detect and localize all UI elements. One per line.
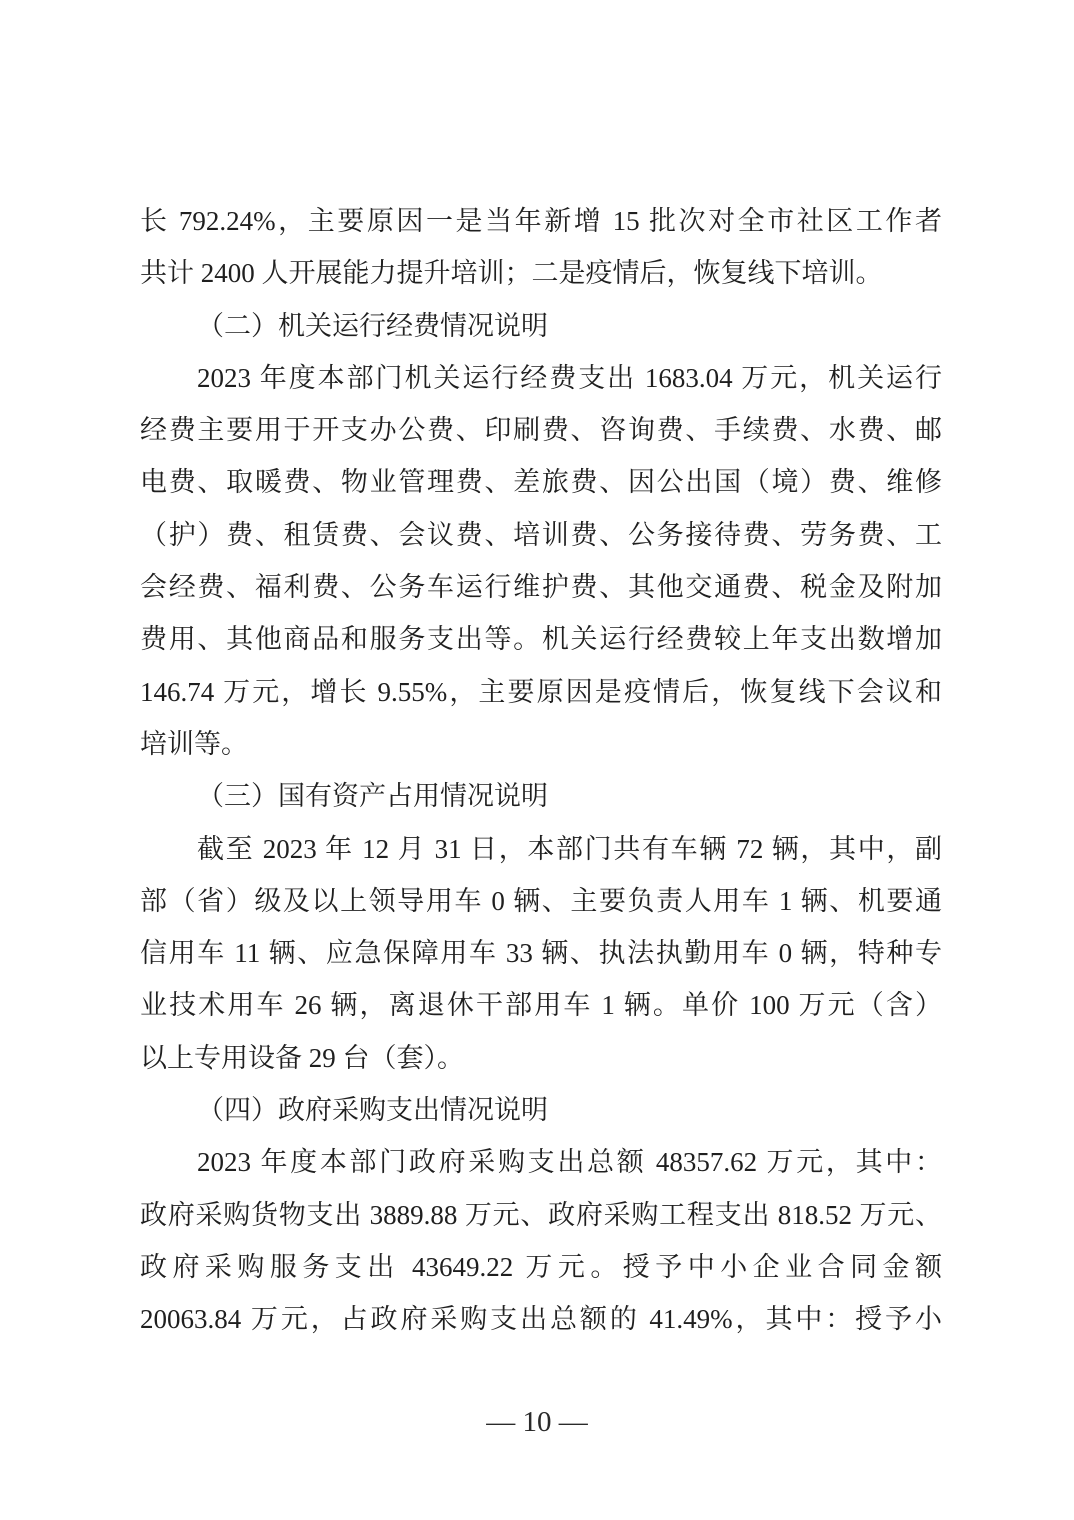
text-line: 政府采购服务支出 43649.22 万元。授予中小企业合同金额 <box>140 1251 942 1282</box>
text-line: 培训等。 <box>140 728 248 759</box>
section-heading: （三）国有资产占用情况说明 <box>197 781 548 812</box>
text-line: 截至 2023 年 12 月 31 日，本部门共有车辆 72 辆，其中，副 <box>197 833 942 864</box>
text-line: 2023 年度本部门政府采购支出总额 48357.62 万元，其中： <box>197 1147 942 1178</box>
document-body <box>140 195 942 1346</box>
page-footer <box>0 1402 1074 1442</box>
text-line: 2023 年度本部门机关运行经费支出 1683.04 万元，机关运行 <box>197 362 942 393</box>
text-line: 20063.84 万元，占政府采购支出总额的 41.49%，其中：授予小 <box>140 1304 942 1335</box>
text-line: 部（省）级及以上领导用车 0 辆、主要负责人用车 1 辆、机要通 <box>140 885 942 916</box>
text-line: 电费、取暖费、物业管理费、差旅费、因公出国（境）费、维修 <box>140 467 942 498</box>
text-line: 会经费、福利费、公务车运行维护费、其他交通费、税金及附加 <box>140 572 942 603</box>
text-line: 以上专用设备 29 台（套）。 <box>140 1042 464 1073</box>
section-heading: （二）机关运行经费情况说明 <box>197 310 548 341</box>
text-line: 政府采购货物支出 3889.88 万元、政府采购工程支出 818.52 万元、 <box>140 1199 942 1230</box>
text-line: 信用车 11 辆、应急保障用车 33 辆、执法执勤用车 0 辆，特种专 <box>140 938 942 969</box>
text-line: 费用、其他商品和服务支出等。机关运行经费较上年支出数增加 <box>140 624 942 655</box>
text-line: 业技术用车 26 辆，离退休干部用车 1 辆。单价 100 万元（含） <box>140 990 942 1021</box>
section-heading: （四）政府采购支出情况说明 <box>197 1095 548 1126</box>
page-number: — 10 — <box>486 1406 588 1438</box>
text-line: 经费主要用于开支办公费、印刷费、咨询费、手续费、水费、邮 <box>140 415 942 446</box>
text-line: 146.74 万元，增长 9.55%，主要原因是疫情后，恢复线下会议和 <box>140 676 942 707</box>
text-line: （护）费、租赁费、会议费、培训费、公务接待费、劳务费、工 <box>140 519 942 550</box>
text-line: 共计 2400 人开展能力提升培训；二是疫情后，恢复线下培训。 <box>140 258 883 289</box>
text-line: 长 792.24%，主要原因一是当年新增 15 批次对全市社区工作者 <box>140 206 942 236</box>
